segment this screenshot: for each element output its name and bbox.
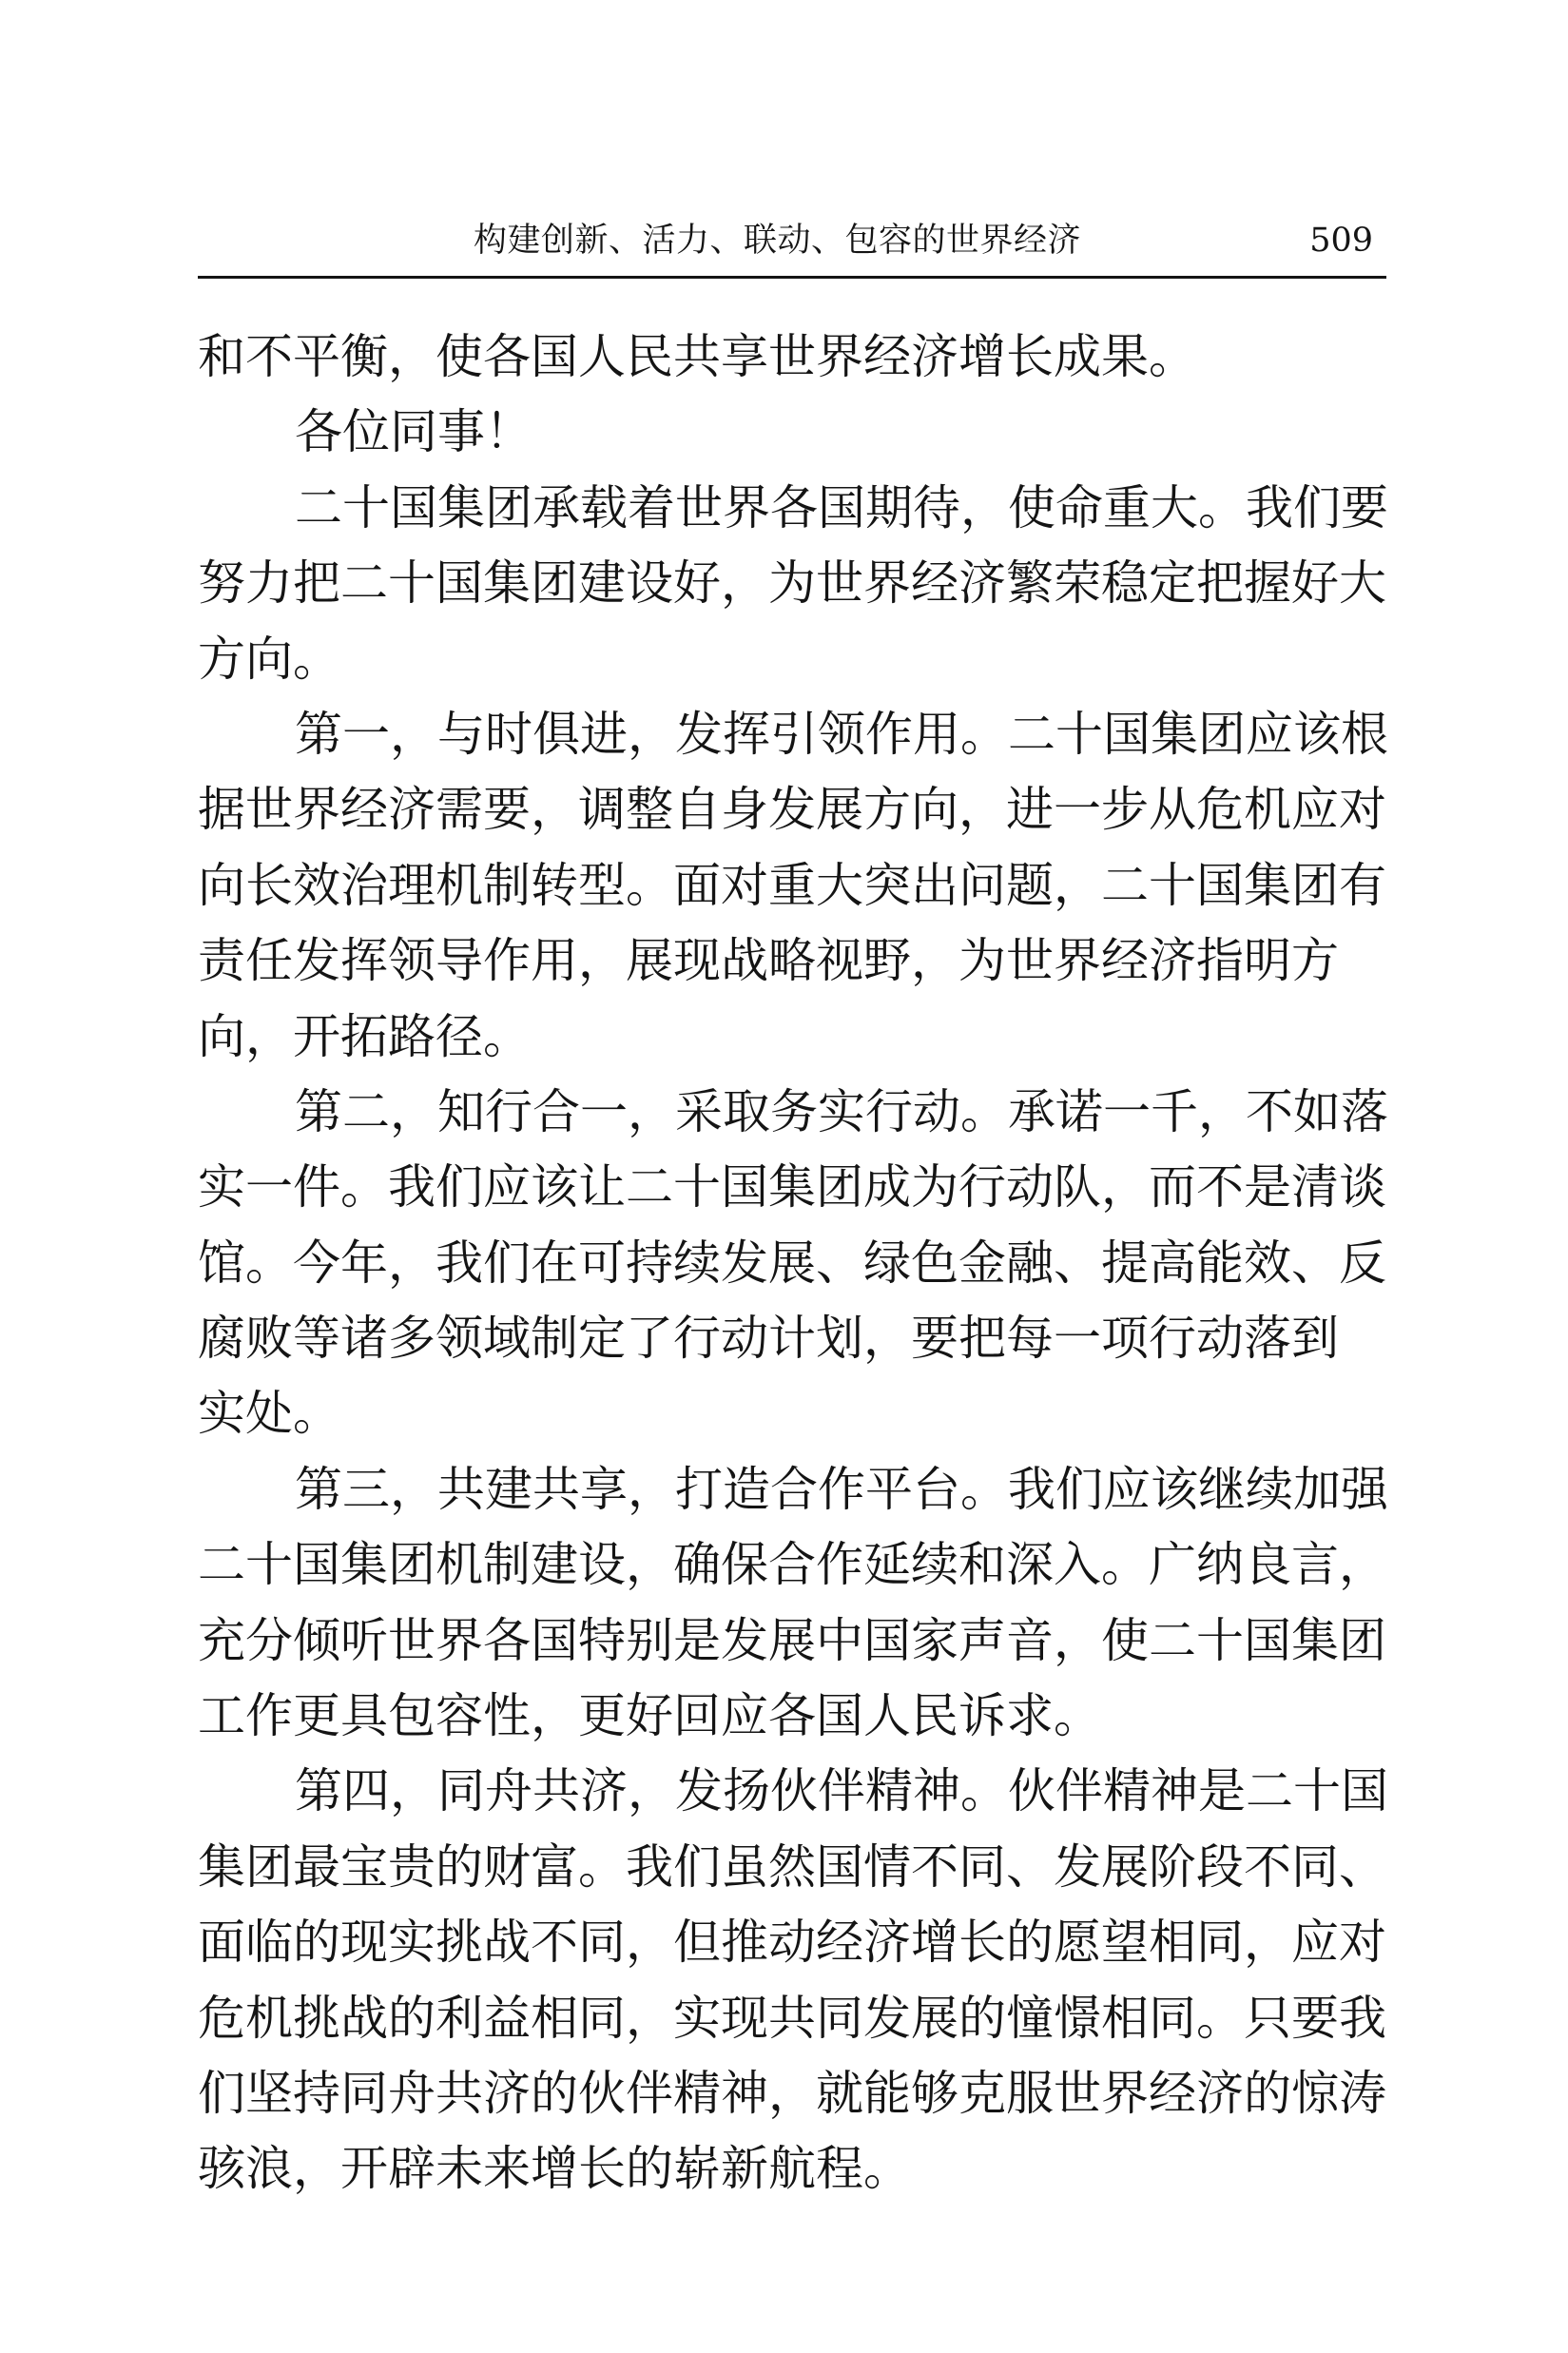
text-line: 第四，同舟共济，发扬伙伴精神。伙伴精神是二十国	[295, 1763, 1388, 1819]
text-line: 向，开拓路径。	[198, 1008, 531, 1064]
text-line: 向长效治理机制转型。面对重大突出问题，二十国集团有	[198, 857, 1386, 913]
text-line: 充分倾听世界各国特别是发展中国家声音，使二十国集团	[198, 1612, 1386, 1668]
text-line: 第一，与时俱进，发挥引领作用。二十国集团应该根	[295, 706, 1388, 762]
text-line: 面临的现实挑战不同，但推动经济增长的愿望相同，应对	[198, 1915, 1386, 1971]
text-line: 馆。今年，我们在可持续发展、绿色金融、提高能效、反	[198, 1235, 1386, 1291]
header-rule	[198, 276, 1386, 279]
text-line: 实处。	[198, 1386, 340, 1442]
text-line: 二十国集团机制建设，确保合作延续和深入。广纳良言，	[198, 1537, 1386, 1593]
text-line: 骇浪，开辟未来增长的崭新航程。	[198, 2141, 911, 2197]
text-line: 第二，知行合一，采取务实行动。承诺一千，不如落	[295, 1083, 1388, 1139]
text-line: 集团最宝贵的财富。我们虽然国情不同、发展阶段不同、	[198, 1838, 1386, 1895]
running-title: 构建创新、活力、联动、包容的世界经济	[474, 222, 1082, 260]
text-line: 二十国集团承载着世界各国期待，使命重大。我们要	[295, 479, 1388, 535]
text-line: 各位同事！	[295, 404, 532, 460]
text-line: 第三，共建共享，打造合作平台。我们应该继续加强	[295, 1461, 1388, 1517]
body-text	[198, 320, 1386, 2207]
text-line: 责任发挥领导作用，展现战略视野，为世界经济指明方	[198, 933, 1339, 989]
page-number: 509	[1309, 222, 1373, 260]
text-line: 腐败等诸多领域制定了行动计划，要把每一项行动落到	[198, 1311, 1339, 1367]
text-line: 方向。	[198, 631, 340, 687]
text-line: 实一件。我们应该让二十国集团成为行动队，而不是清谈	[198, 1159, 1386, 1215]
text-line: 和不平衡，使各国人民共享世界经济增长成果。	[198, 329, 1196, 384]
text-line: 据世界经济需要，调整自身发展方向，进一步从危机应对	[198, 782, 1386, 838]
text-line: 努力把二十国集团建设好，为世界经济繁荣稳定把握好大	[198, 555, 1386, 612]
text-line: 危机挑战的利益相同，实现共同发展的憧憬相同。只要我	[198, 1990, 1386, 2046]
text-line: 工作更具包容性，更好回应各国人民诉求。	[198, 1688, 1101, 1744]
page-header	[198, 211, 1386, 278]
text-line: 们坚持同舟共济的伙伴精神，就能够克服世界经济的惊涛	[198, 2065, 1386, 2121]
